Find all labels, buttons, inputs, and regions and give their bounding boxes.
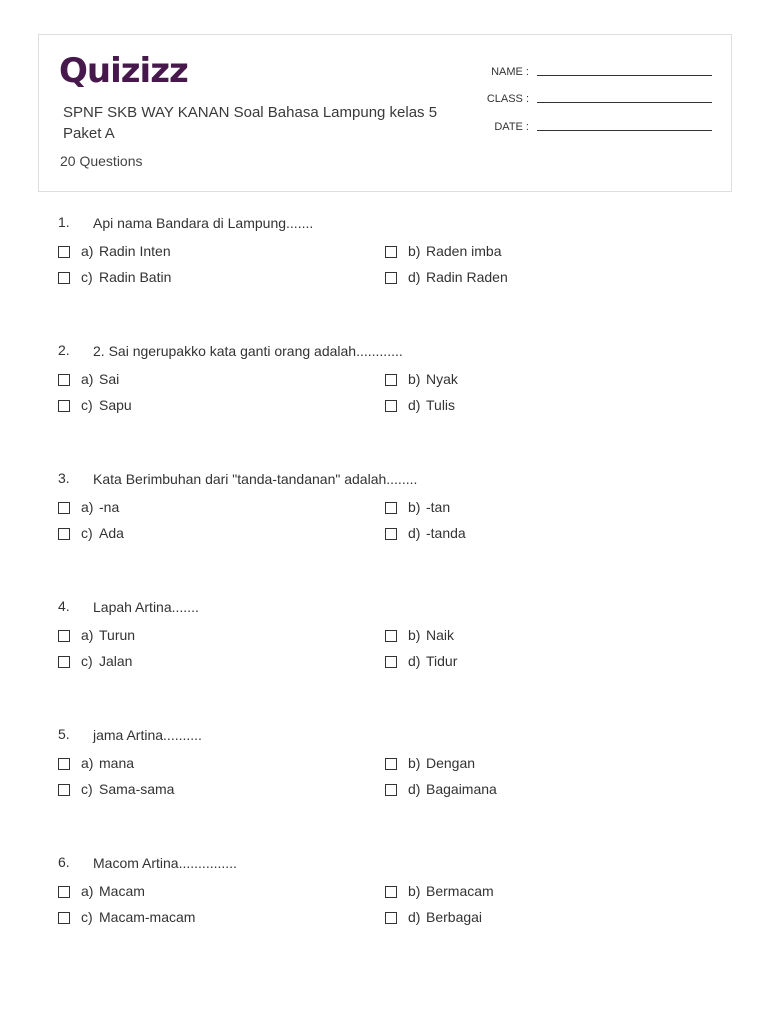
checkbox-icon[interactable] <box>385 886 397 898</box>
option-text: Radin Raden <box>426 269 508 285</box>
date-label: DATE : <box>494 121 529 133</box>
checkbox-icon[interactable] <box>385 272 397 284</box>
checkbox-icon[interactable] <box>385 630 397 642</box>
option-text: Tidur <box>426 653 458 669</box>
checkbox-icon[interactable] <box>58 502 70 514</box>
checkbox-icon[interactable] <box>385 758 397 770</box>
option-text: -tanda <box>426 525 466 541</box>
option-text: Jalan <box>99 653 133 669</box>
option-letter: c) <box>81 269 93 285</box>
option-letter: c) <box>81 653 93 669</box>
page-title: SPNF SKB WAY KANAN Soal Bahasa Lampung kelas 5 Paket A <box>63 104 438 142</box>
option-letter: b) <box>408 499 421 515</box>
name-label: NAME : <box>491 66 529 78</box>
checkbox-icon[interactable] <box>58 630 70 642</box>
option-letter: d) <box>408 781 421 797</box>
option-letter: d) <box>408 269 421 285</box>
checkbox-icon[interactable] <box>385 246 397 258</box>
question-text: Api nama Bandara di Lampung....... <box>93 215 314 231</box>
option-letter: d) <box>408 525 421 541</box>
option-text: -tan <box>426 499 451 515</box>
question-text: 2. Sai ngerupakko kata ganti orang adalah............ <box>93 343 403 359</box>
checkbox-icon[interactable] <box>385 912 397 924</box>
option-letter: d) <box>408 397 421 413</box>
option-text: Naik <box>426 627 455 643</box>
option-text: Turun <box>99 627 136 643</box>
checkbox-icon[interactable] <box>58 528 70 540</box>
checkbox-icon[interactable] <box>58 656 70 668</box>
checkbox-icon[interactable] <box>58 374 70 386</box>
option-letter: c) <box>81 525 93 541</box>
option-text: Nyak <box>426 371 458 387</box>
option-letter: a) <box>81 755 94 771</box>
question-number: 2. <box>58 342 70 358</box>
class-label: CLASS : <box>486 93 529 105</box>
option-letter: d) <box>408 909 421 925</box>
checkbox-icon[interactable] <box>58 758 70 770</box>
question-text: Kata Berimbuhan dari "tanda-tandanan" adalah........ <box>93 471 418 487</box>
option-letter: c) <box>81 909 93 925</box>
option-text: Raden imba <box>426 243 502 259</box>
option-text: Radin Batin <box>99 269 172 285</box>
option-letter: a) <box>81 371 94 387</box>
option-letter: c) <box>81 397 93 413</box>
worksheet-header <box>38 34 732 192</box>
checkbox-icon[interactable] <box>385 528 397 540</box>
checkbox-icon[interactable] <box>385 374 397 386</box>
question-number: 4. <box>58 598 70 614</box>
option-text: Sama-sama <box>99 781 175 797</box>
option-text: -na <box>99 499 120 515</box>
question-count: 20 Questions <box>60 153 143 169</box>
checkbox-icon[interactable] <box>385 784 397 796</box>
question-number: 5. <box>58 726 70 742</box>
question-number: 1. <box>58 214 70 230</box>
class-line[interactable] <box>537 102 712 103</box>
date-field[interactable] <box>459 119 713 139</box>
option-letter: d) <box>408 653 421 669</box>
checkbox-icon[interactable] <box>58 784 70 796</box>
checkbox-icon[interactable] <box>58 886 70 898</box>
option-letter: a) <box>81 883 94 899</box>
checkbox-icon[interactable] <box>58 246 70 258</box>
option-text: mana <box>99 755 135 771</box>
option-letter: b) <box>408 755 421 771</box>
class-field[interactable] <box>459 91 713 111</box>
question-text: Macom Artina............... <box>93 855 237 871</box>
option-letter: a) <box>81 243 94 259</box>
checkbox-icon[interactable] <box>385 502 397 514</box>
question-text: Lapah Artina....... <box>93 599 199 615</box>
option-text: Bagaimana <box>426 781 497 797</box>
option-text: Ada <box>99 525 124 541</box>
option-letter: a) <box>81 627 94 643</box>
option-text: Radin Inten <box>99 243 171 259</box>
option-text: Macam-macam <box>99 909 196 925</box>
option-letter: c) <box>81 781 93 797</box>
quizizz-logo: Quizizz <box>59 51 188 91</box>
question-number: 3. <box>58 470 70 486</box>
option-text: Sai <box>99 371 120 387</box>
option-letter: b) <box>408 883 421 899</box>
question-text: jama Artina.......... <box>93 727 202 743</box>
option-text: Sapu <box>99 397 132 413</box>
option-text: Dengan <box>426 755 476 771</box>
option-letter: a) <box>81 499 94 515</box>
checkbox-icon[interactable] <box>58 400 70 412</box>
option-letter: b) <box>408 243 421 259</box>
option-letter: b) <box>408 371 421 387</box>
question-number: 6. <box>58 854 70 870</box>
checkbox-icon[interactable] <box>385 400 397 412</box>
checkbox-icon[interactable] <box>385 656 397 668</box>
option-text: Macam <box>99 883 145 899</box>
name-line[interactable] <box>537 75 712 76</box>
option-letter: b) <box>408 627 421 643</box>
date-line[interactable] <box>537 130 712 131</box>
checkbox-icon[interactable] <box>58 912 70 924</box>
option-text: Berbagai <box>426 909 483 925</box>
name-field[interactable] <box>459 64 713 84</box>
option-text: Tulis <box>426 397 456 413</box>
option-text: Bermacam <box>426 883 494 899</box>
checkbox-icon[interactable] <box>58 272 70 284</box>
